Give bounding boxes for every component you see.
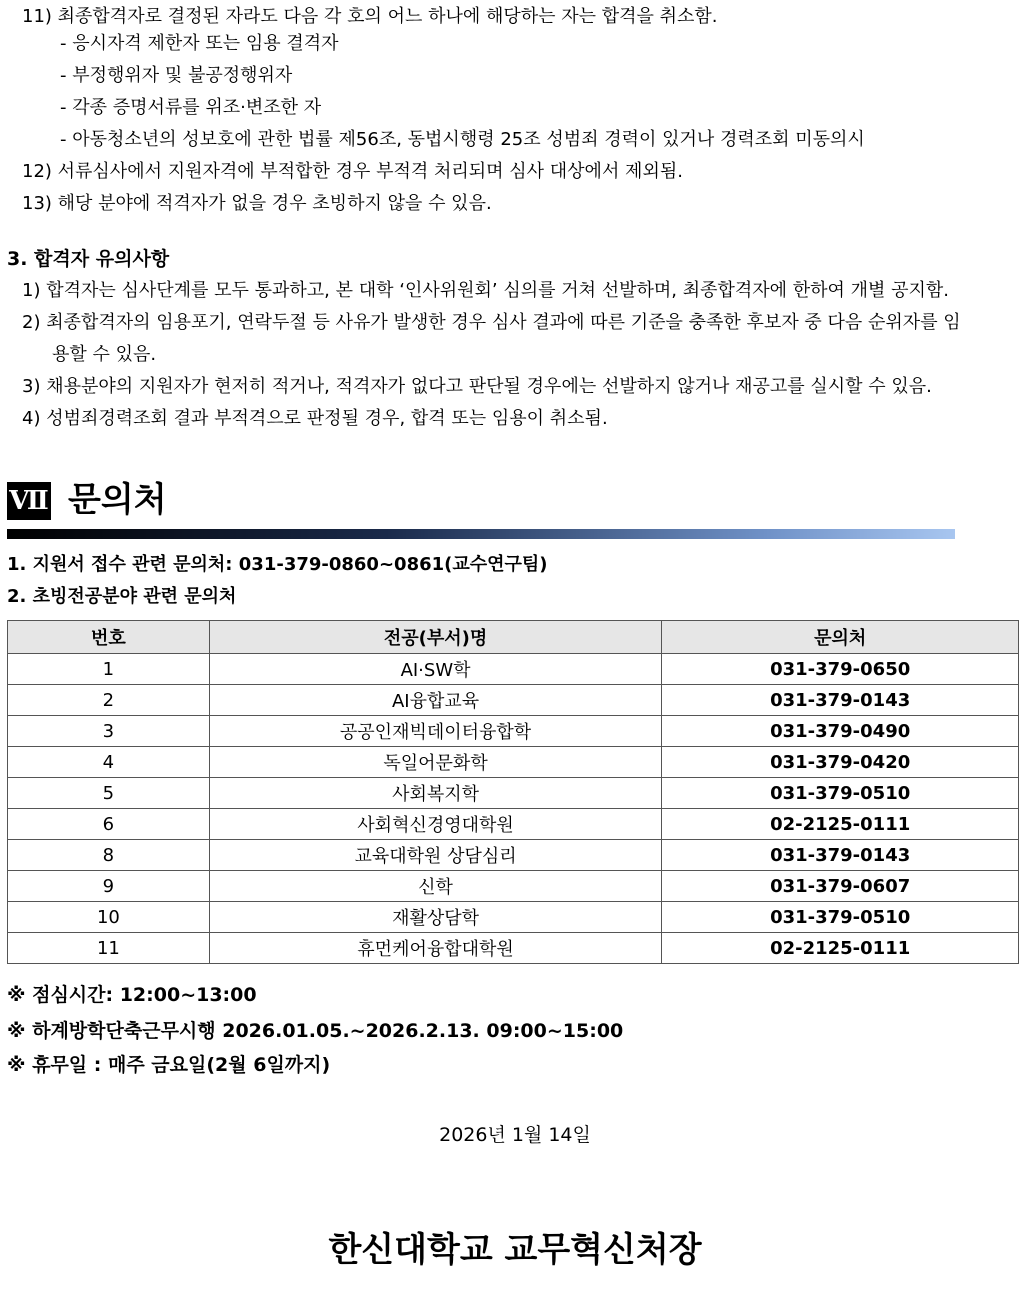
row-department: 사회복지학 — [209, 778, 662, 809]
row-department: 교육대학원 상담심리 — [209, 840, 662, 871]
table-row — [8, 933, 1019, 964]
section3-item: 4) 성범죄경력조회 결과 부적격으로 판정될 경우, 합격 또는 임용이 취소됨. — [22, 408, 608, 429]
table-header-row — [8, 621, 1019, 654]
row-department: 휴먼케어융합대학원 — [209, 933, 662, 964]
section3-item-cont: 용할 수 있음. — [52, 344, 157, 365]
signature-title: 한신대학교 교무혁신처장 — [328, 1230, 702, 1270]
contact-line-2: 2. 초빙전공분야 관련 문의처 — [7, 586, 237, 607]
contact-line-1: 1. 지원서 접수 관련 문의처: 031-379-0860~0861(교수연구팀) — [7, 554, 548, 575]
note-holiday: ※ 휴무일 : 매주 금요일(2월 6일까지) — [7, 1054, 331, 1076]
row-phone: 031-379-0143 — [662, 840, 1019, 871]
row-number: 8 — [8, 840, 210, 871]
row-number: 6 — [8, 809, 210, 840]
row-phone: 031-379-0607 — [662, 871, 1019, 902]
row-number: 11 — [8, 933, 210, 964]
row-phone: 031-379-0143 — [662, 685, 1019, 716]
table-row — [8, 716, 1019, 747]
row-department: 재활상담학 — [209, 902, 662, 933]
row-phone: 031-379-0510 — [662, 902, 1019, 933]
row-department: AI융합교육 — [209, 685, 662, 716]
table-row — [8, 747, 1019, 778]
table-row — [8, 840, 1019, 871]
table-row — [8, 809, 1019, 840]
table-row — [8, 778, 1019, 809]
row-phone: 031-379-0490 — [662, 716, 1019, 747]
gradient-divider — [7, 529, 955, 539]
note-lunch-time: ※ 점심시간: 12:00~13:00 — [7, 984, 257, 1006]
row-number: 4 — [8, 747, 210, 778]
document-date: 2026년 1월 14일 — [439, 1124, 591, 1146]
row-phone: 02-2125-0111 — [662, 809, 1019, 840]
list-item-12: 12) 서류심사에서 지원자격에 부적합한 경우 부적격 처리되며 심사 대상에서 제외됨. — [22, 161, 683, 182]
row-department: AI·SW학 — [209, 654, 662, 685]
column-header-contact: 문의처 — [662, 621, 1019, 654]
section-number-badge: Ⅶ — [7, 482, 51, 520]
row-phone: 031-379-0420 — [662, 747, 1019, 778]
contacts-table — [7, 620, 1019, 964]
list-item-11: 11) 최종합격자로 결정된 자라도 다음 각 호의 어느 하나에 해당하는 자는 합격을 취소함. — [22, 6, 718, 27]
table-row — [8, 902, 1019, 933]
row-number: 5 — [8, 778, 210, 809]
list-subitem: - 아동청소년의 성보호에 관한 법률 제56조, 동법시행령 25조 성범죄 경력이 있거나 경력조회 미동의시 — [60, 129, 865, 150]
section3-item: 3) 채용분야의 지원자가 현저히 적거나, 적격자가 없다고 판단될 경우에는 선발하지 않거나 재공고를 실시할 수 있음. — [22, 376, 932, 397]
row-number: 3 — [8, 716, 210, 747]
row-number: 9 — [8, 871, 210, 902]
list-subitem: - 응시자격 제한자 또는 임용 결격자 — [60, 33, 339, 54]
row-department: 신학 — [209, 871, 662, 902]
section3-item: 2) 최종합격자의 임용포기, 연락두절 등 사유가 발생한 경우 심사 결과에 따른 기준을 충족한 후보자 중 다음 순위자를 임 — [22, 312, 961, 333]
row-number: 1 — [8, 654, 210, 685]
row-number: 2 — [8, 685, 210, 716]
row-phone: 031-379-0650 — [662, 654, 1019, 685]
row-phone: 031-379-0510 — [662, 778, 1019, 809]
column-header-department: 전공(부서)명 — [209, 621, 662, 654]
list-subitem: - 부정행위자 및 불공정행위자 — [60, 65, 293, 86]
table-row — [8, 871, 1019, 902]
table-row — [8, 685, 1019, 716]
section-title: 문의처 — [68, 480, 167, 520]
row-department: 공공인재빅데이터융합학 — [209, 716, 662, 747]
row-number: 10 — [8, 902, 210, 933]
row-department: 독일어문화학 — [209, 747, 662, 778]
table-row — [8, 654, 1019, 685]
column-header-number: 번호 — [8, 621, 210, 654]
list-subitem: - 각종 증명서류를 위조·변조한 자 — [60, 97, 322, 118]
row-department: 사회혁신경영대학원 — [209, 809, 662, 840]
row-phone: 02-2125-0111 — [662, 933, 1019, 964]
list-item-13: 13) 해당 분야에 적격자가 없을 경우 초빙하지 않을 수 있음. — [22, 193, 492, 214]
section3-title: 3. 합격자 유의사항 — [7, 248, 170, 270]
section3-item: 1) 합격자는 심사단계를 모두 통과하고, 본 대학 ‘인사위원회’ 심의를 거쳐 선발하며, 최종합격자에 한하여 개별 공지함. — [22, 280, 950, 301]
note-summer-hours: ※ 하계방학단축근무시행 2026.01.05.~2026.2.13. 09:00~15:00 — [7, 1020, 624, 1042]
